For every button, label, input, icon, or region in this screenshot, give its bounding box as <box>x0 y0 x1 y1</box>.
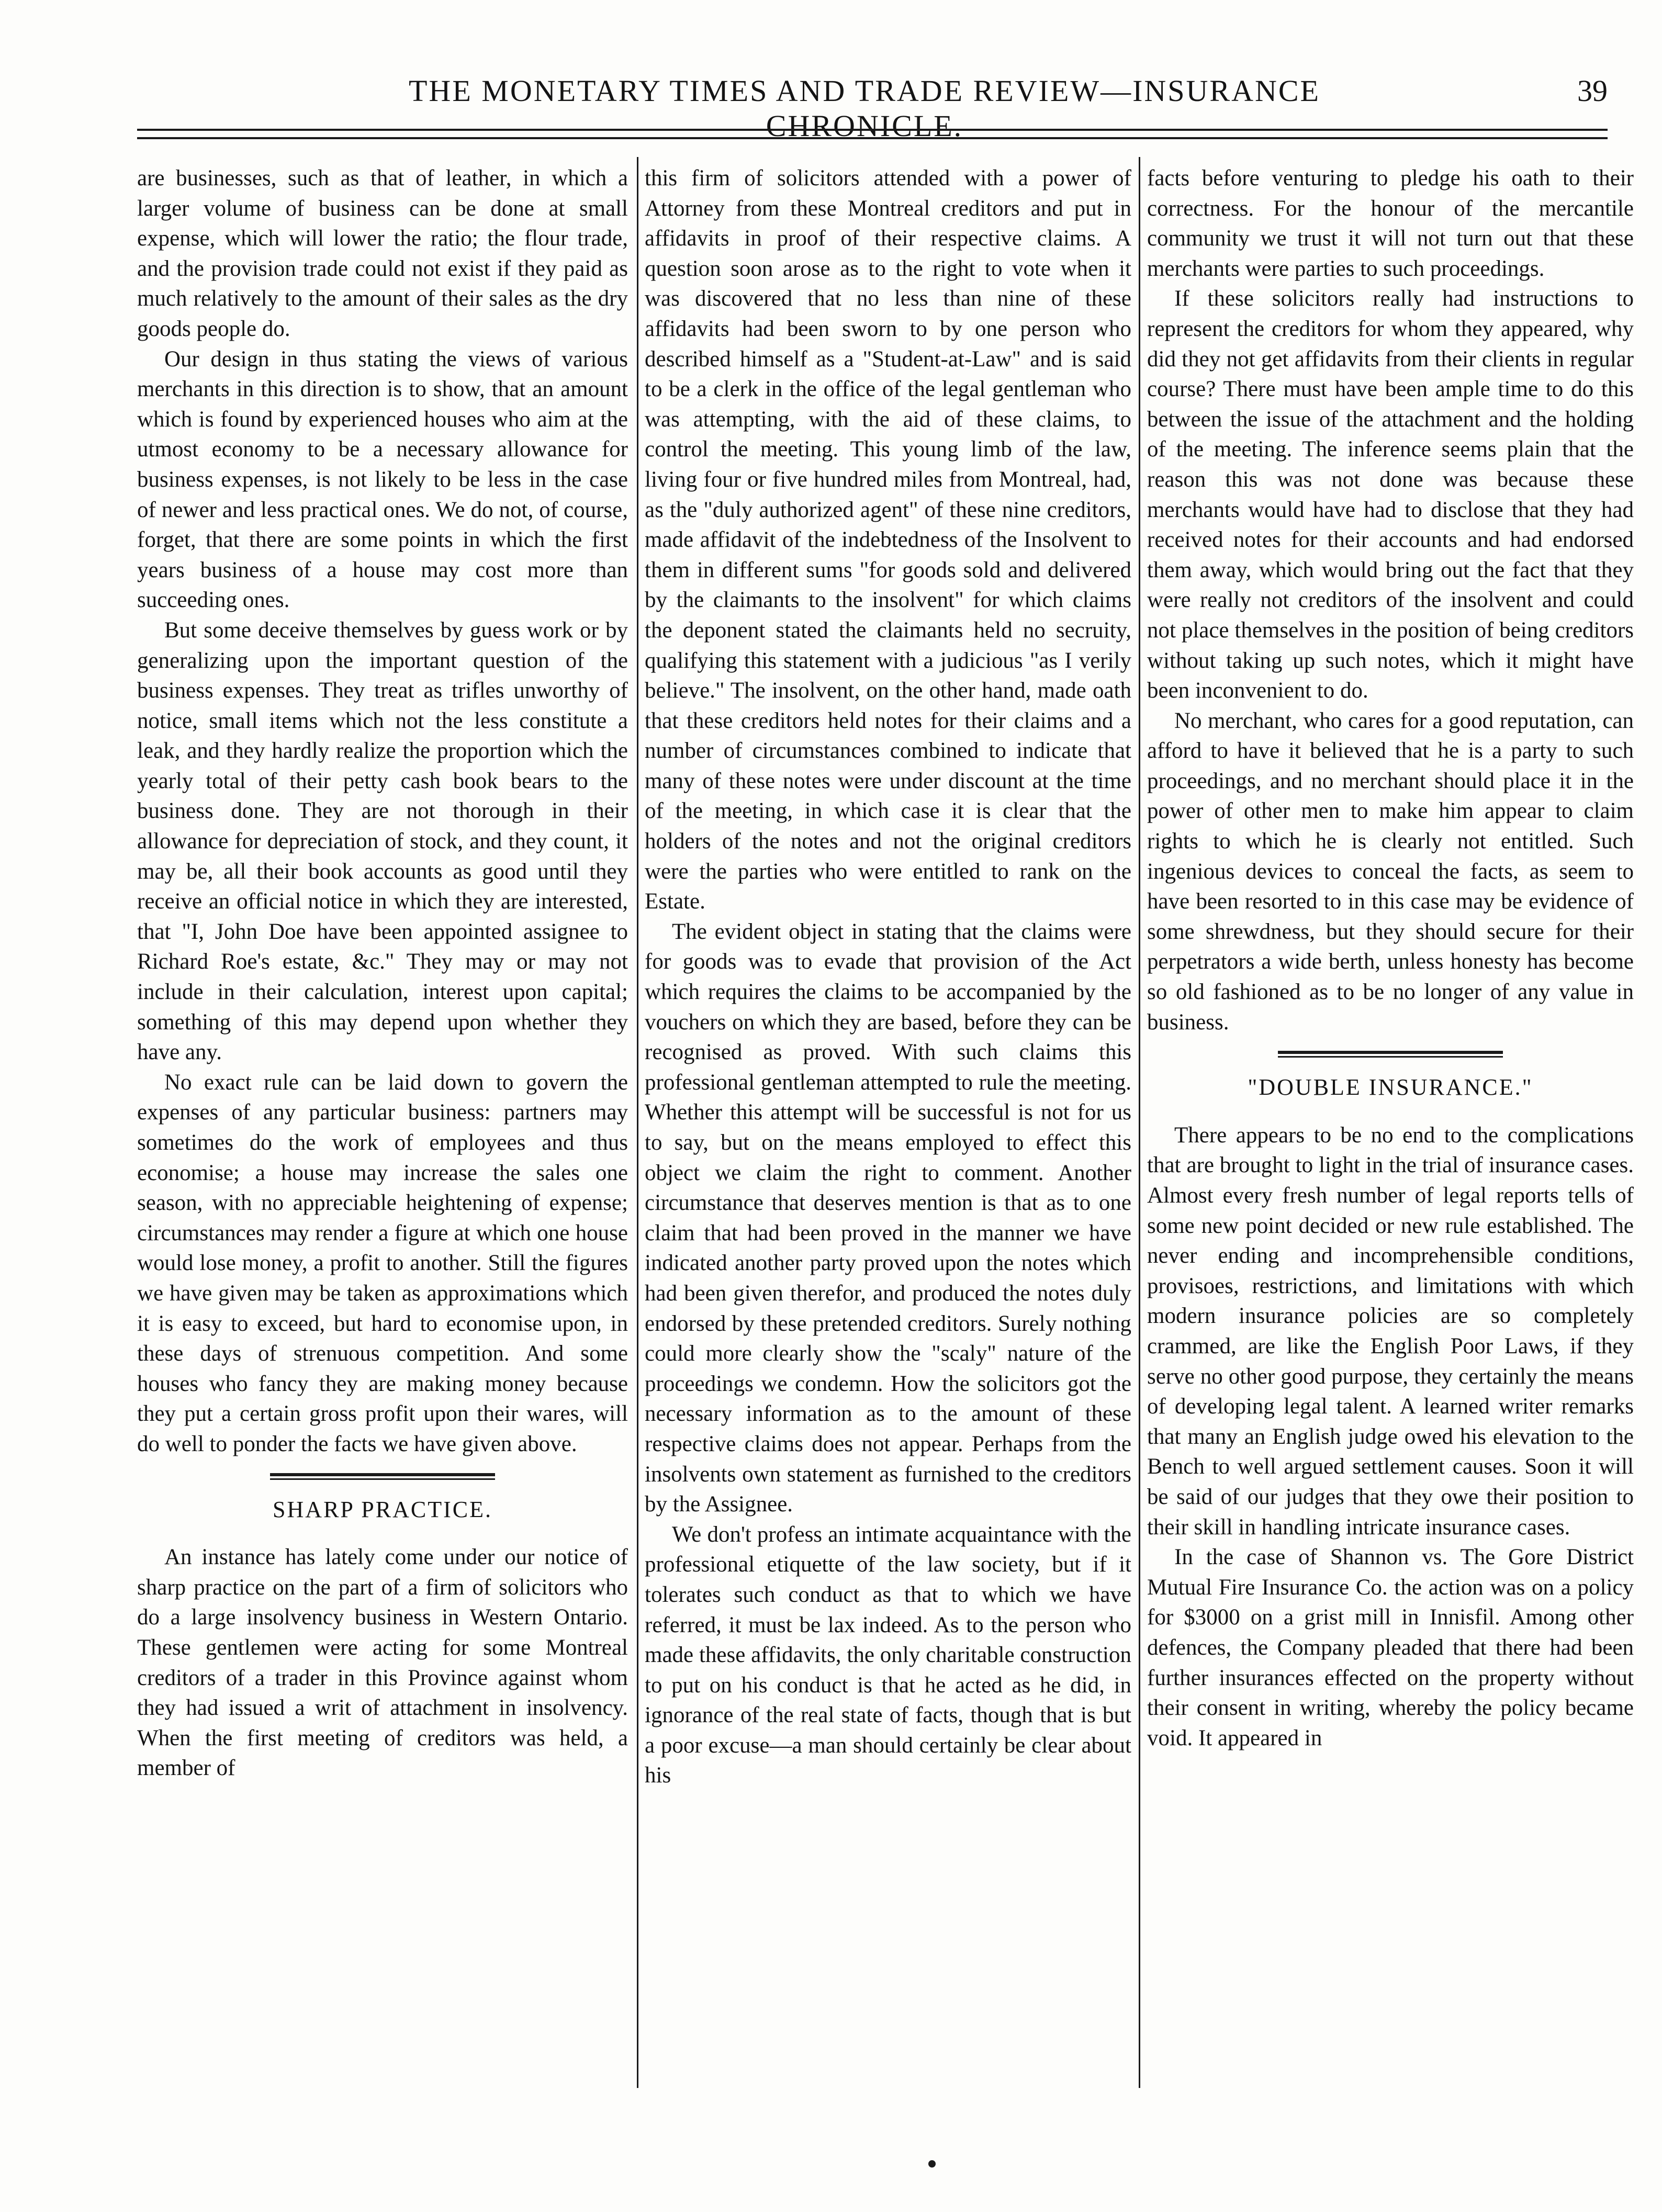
column-divider <box>1139 157 1140 2088</box>
header-rule <box>137 129 1608 139</box>
page-ornament-dot <box>928 2160 936 2168</box>
article-paragraph: We don't profess an intimate acquaintance with the professional etiquette of the law society, but if it tolerates such conduct as that to which we have referred, it must be lax indeed. As to the person who made these affidavits, the only charitable construction to put on his conduct is that he acted as he did, in ignorance of the real state of facts, though that is but a poor excuse—a man should certainly be clear about his <box>645 1522 1131 1788</box>
section-heading: SHARP PRACTICE. <box>273 1496 492 1522</box>
column-right <box>1147 163 1634 1753</box>
page-number: 39 <box>1577 74 1608 108</box>
article-paragraph: There appears to be no end to the complications that are brought to light in the trial of insurance cases. Almost every fresh number of legal reports tells of some new point decided or new rule established. The never ending and incomprehensible conditions, provisoes, restrictions, and limitations with which modern insurance policies are so completely crammed, are like the English Poor Laws, if they serve no other good purpose, they certainly the means of developing legal talent. A learned writer remarks that many an English judge owed his elevation to the Bench to well argued settlement causes. Soon it will be said of our judges that they owe their position to their skill in handling intricate insurance cases. <box>1147 1122 1634 1540</box>
section-heading: "DOUBLE INSURANCE." <box>1248 1074 1533 1101</box>
article-paragraph: But some deceive themselves by guess work or by generalizing upon the important question of the business expenses. They treat as trifles unworthy of notice, small items which not the less constitute a leak, and they hardly realize the proportion which the yearly total of their petty cash book bears to the business done. They are not thorough in their allowance for depreciation of stock, and they count, it may be, all their book accounts as good until they receive an official notice in which they are interested, that "I, John Doe have been appointed assignee to Richard Roe's estate, &c." They may or may not include in their calculation, interest upon capital; something of this may depend upon whether they have any. <box>137 617 628 1065</box>
article-paragraph: facts before venturing to pledge his oath to their correctness. For the honour of the mercantile community we trust it will not turn out that these merchants were parties to such proceedings. <box>1147 166 1634 281</box>
section-separator <box>1278 1051 1503 1058</box>
article-paragraph: No exact rule can be laid down to govern the expenses of any particular business: partners may sometimes do the work of employees and thus economise; a house may increase the sales one season, with no appreciable heightening of expense; circumstances may render a figure at which one house would lose money, a profit to another. Still the figures we have given may be taken as approximations which it is easy to exceed, but hard to economise upon, in these days of strenuous competition. And some houses who fancy they are making money because they put a certain gross profit upon their wares, will do well to ponder the facts we have given above. <box>137 1070 628 1456</box>
article-paragraph: The evident object in stating that the claims were for goods was to evade that provision of the Act which requires the claims to be accompanied by the vouchers on which they are based, before they can be recognised as proved. With such claims this professional gentleman attempted to rule the meeting. Whether this attempt will be successful is not for us to say, but on the means employed to effect this object we claim the right to comment. Another circumstance that deserves mention is that as to one claim that had been proved in the manner we have indicated another party proved upon the notes which had been given therefor, and produced the notes duly endorsed by these pretended creditors. Surely nothing could more clearly show the "scaly" nature of the proceedings we condemn. How the solicitors got the necessary information as to the amount of these respective claims does not appear. Perhaps from the insolvents own statement as furnished to the creditors by the Assignee. <box>645 919 1131 1517</box>
column-middle <box>645 163 1131 1791</box>
section-separator <box>270 1473 495 1480</box>
article-paragraph: are businesses, such as that of leather, in which a larger volume of business can be done at small expense, which will lower the ratio; the flour trade, and the provision trade could not exist if they paid as much relatively to the amount of their sales as the dry goods people do. <box>137 166 628 341</box>
publication-title: THE MONETARY TIMES AND TRADE REVIEW—INSURANCE CHRONICLE. <box>409 74 1320 143</box>
article-paragraph: If these solicitors really had instructions to represent the creditors for whom they appeared, why did they not get affidavits from their clients in regular course? There must have been ample time to do this between the issue of the attachment and the holding of the meeting. The inference seems plain that the reason this was not done was because these merchants would have had to disclose that they had received notes for their accounts and had endorsed them away, which would bring out the fact that they were really not creditors of the insolvent and could not place themselves in the position of being creditors without taking up such notes, which it might have been inconvenient to do. <box>1147 286 1634 703</box>
article-paragraph: Our design in thus stating the views of various merchants in this direction is to show, that an amount which is found by experienced houses who aim at the utmost economy to be a necessary allowance for business expenses, is not likely to be less in the case of newer and less practical ones. We do not, of course, forget, that there are some points in which the first years business of a house may cost more than succeeding ones. <box>137 346 628 613</box>
column-divider <box>637 157 638 2088</box>
article-paragraph: No merchant, who cares for a good reputation, can afford to have it believed that he is a party to such proceedings, and no merchant should place it in the power of other men to make him appear to claim rights to which he is clearly not entitled. Such ingenious devices to conceal the facts, as seem to have been resorted to in this case may be evidence of some shrewdness, but they should secure for their perpetrators a wide berth, unless honesty has become so old fashioned as to be no longer of any value in business. <box>1147 708 1634 1035</box>
article-paragraph: this firm of solicitors attended with a power of Attorney from these Montreal creditors and put in affidavits in proof of their respective claims. A question soon arose as to the right to vote when it was discovered that no less than nine of these affidavits had been sworn to by one person who described himself as a "Student-at-Law" and is said to be a clerk in the office of the legal gentleman who was attempting, with the aid of these claims, to control the meeting. This young limb of the law, living four or five hundred miles from Montreal, had, as the "duly authorized agent" of these nine creditors, made affidavit of the indebtedness of the Insolvent to them in different sums "for goods sold and delivered by the claimants to the insolvent" for which claims the deponent stated the claimants held no secruity, qualifying this statement with a judicious "as I verily believe." The insolvent, on the other hand, made oath that these creditors held notes for their claims and a number of circumstances combined to indicate that many of these notes were under discount at the time of the meeting, in which case it is clear that the holders of the notes and not the original creditors were the parties who were entitled to rank on the Estate. <box>645 166 1131 914</box>
page-header <box>137 73 1608 143</box>
column-left <box>137 163 628 1783</box>
article-paragraph: In the case of Shannon vs. The Gore District Mutual Fire Insurance Co. the action was on a policy for $3000 on a grist mill in Innisfil. Among other defences, the Company pleaded that there had been further insurances effected on the property without their consent in writing, whereby the policy became void. It appeared in <box>1147 1545 1634 1750</box>
article-paragraph: An instance has lately come under our notice of sharp practice on the part of a firm of solicitors who do a large insolvency business in Western Ontario. These gentlemen were acting for some Montreal creditors of a trader in this Province against whom they had issued a writ of attachment in insolvency. When the first meeting of creditors was held, a member of <box>137 1545 628 1781</box>
